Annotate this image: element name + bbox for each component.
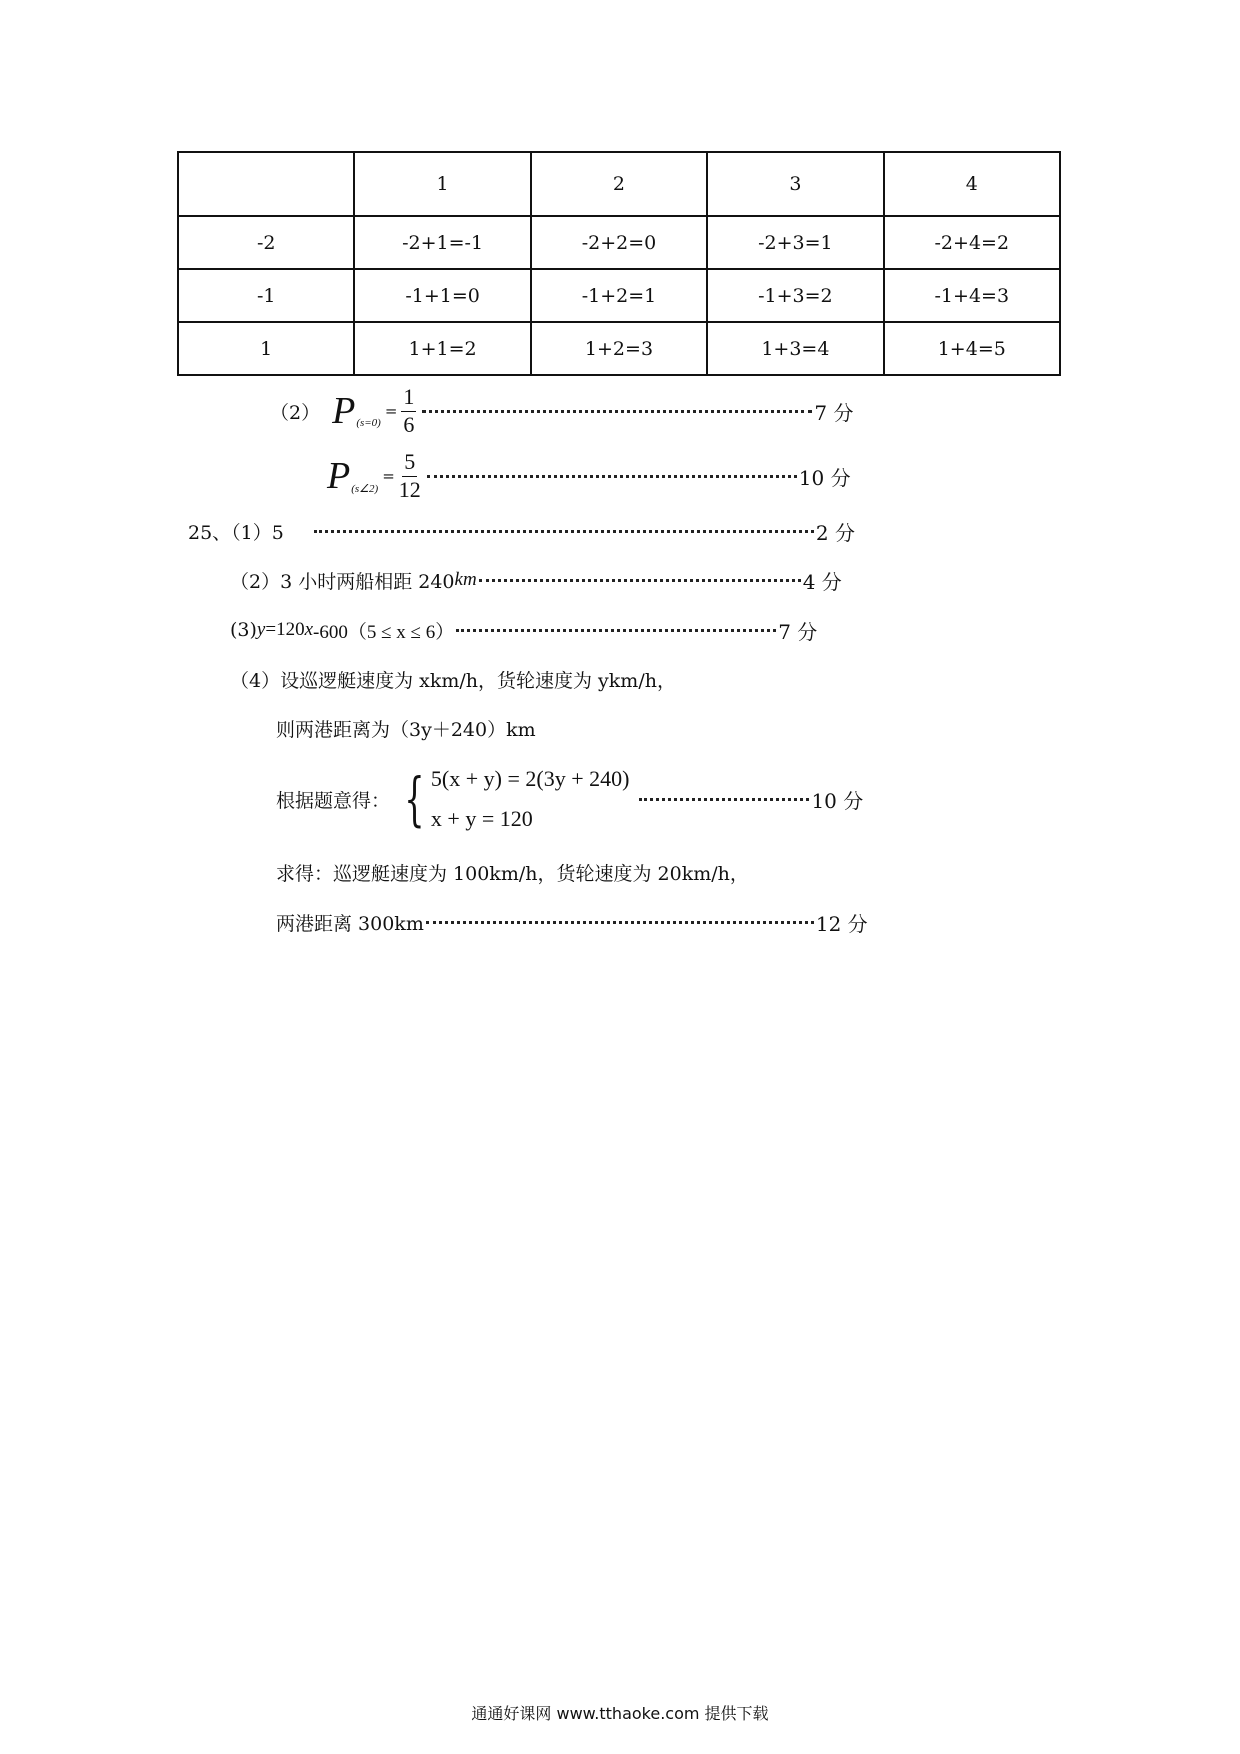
probability-symbol: P	[327, 455, 351, 497]
answer-label: (3)	[230, 619, 257, 641]
answer-text: 则两港距离为（3y＋240）km	[276, 718, 536, 741]
answer-line-25-5	[276, 715, 536, 741]
table-cell: 1+2=3	[531, 322, 707, 375]
answer-text: 25、（1）5	[188, 521, 284, 544]
variable-x: x	[304, 619, 314, 640]
equation-2: x + y = 120	[430, 806, 533, 831]
fraction	[399, 450, 421, 501]
table-cell: -1+4=3	[884, 269, 1060, 322]
sum-table	[177, 151, 1061, 376]
answer-text: 两港距离 300km	[276, 912, 424, 935]
table-cell: 1	[178, 322, 354, 375]
answer-text: 求得：巡逻艇速度为 100km/h，货轮速度为 20km/h，	[276, 862, 749, 885]
leader-dots	[456, 629, 776, 632]
leader-dots	[639, 798, 809, 801]
points: 4 分	[802, 569, 842, 594]
table-cell: -2+2=0	[531, 216, 707, 269]
unit-text: km	[454, 569, 477, 590]
table-cell: -2+1=-1	[354, 216, 530, 269]
points: 10 分	[798, 465, 851, 490]
equation-1: 5(x + y) = 2(3y + 240)	[430, 766, 630, 791]
answer-line-25-6	[276, 757, 863, 841]
page-footer: 通通好课网 www.tthaoke.com 提供下载	[471, 1704, 769, 1723]
table-cell: -2	[178, 216, 354, 269]
table-cell: -2+3=1	[707, 216, 883, 269]
table-row	[178, 216, 1060, 269]
probability-line-2	[327, 448, 851, 504]
answer-line-25-1	[188, 518, 855, 544]
table-cell: 3	[707, 152, 883, 216]
answer-label: 根据题意得：	[276, 789, 391, 812]
table-cell: -2+4=2	[884, 216, 1060, 269]
denominator: 12	[398, 476, 421, 502]
leader-dots	[422, 410, 812, 413]
table-header-row	[178, 152, 1060, 216]
answer-text: （4）设巡逻艇速度为 xkm/h，货轮速度为 ykm/h，	[230, 669, 676, 692]
equals-sign: =	[384, 402, 398, 420]
table-cell: -1+3=2	[707, 269, 883, 322]
probability-line-1	[270, 384, 854, 438]
answer-line-25-8	[276, 909, 868, 935]
probability-subscript: (s∠2)	[351, 482, 379, 495]
table-cell: -1+1=0	[354, 269, 530, 322]
table-cell: -1	[178, 269, 354, 322]
table-cell: 1+1=2	[354, 322, 530, 375]
answer-line-25-2	[230, 567, 842, 593]
answer-text: -600（5 ≤ x ≤ 6）	[313, 621, 455, 643]
leader-dots	[314, 530, 814, 533]
points: 12 分	[815, 911, 868, 936]
equation-system	[396, 759, 629, 839]
table-cell: 4	[884, 152, 1060, 216]
answer-text: =120	[265, 619, 305, 640]
points: 2 分	[815, 520, 855, 545]
points: 7 分	[814, 400, 854, 425]
part-label: （2）	[270, 401, 321, 424]
probability-subscript: (s=0)	[356, 417, 381, 429]
table-row	[178, 269, 1060, 322]
equals-sign: =	[382, 467, 395, 485]
leader-dots	[479, 579, 801, 582]
table-cell: 1+3=4	[707, 322, 883, 375]
table-row	[178, 322, 1060, 375]
probability-symbol: P	[332, 390, 356, 432]
leader-dots	[427, 475, 797, 478]
table-cell: 2	[531, 152, 707, 216]
answer-line-25-4	[230, 666, 676, 692]
answer-line-25-7	[276, 859, 749, 885]
points: 10 分	[811, 788, 864, 813]
numerator: 5	[402, 450, 417, 476]
table-cell	[178, 152, 354, 216]
table-cell: 1	[354, 152, 530, 216]
answer-line-25-3	[230, 617, 817, 643]
numerator: 1	[401, 385, 416, 411]
points: 7 分	[778, 619, 818, 644]
denominator: 6	[403, 411, 415, 437]
variable-y: y	[256, 619, 266, 640]
answer-text: （2）3 小时两船相距 240	[230, 570, 455, 593]
table-cell: -1+2=1	[531, 269, 707, 322]
left-brace-symbol: {	[404, 765, 425, 833]
table-cell: 1+4=5	[884, 322, 1060, 375]
leader-dots	[426, 921, 814, 924]
fraction	[401, 385, 416, 436]
